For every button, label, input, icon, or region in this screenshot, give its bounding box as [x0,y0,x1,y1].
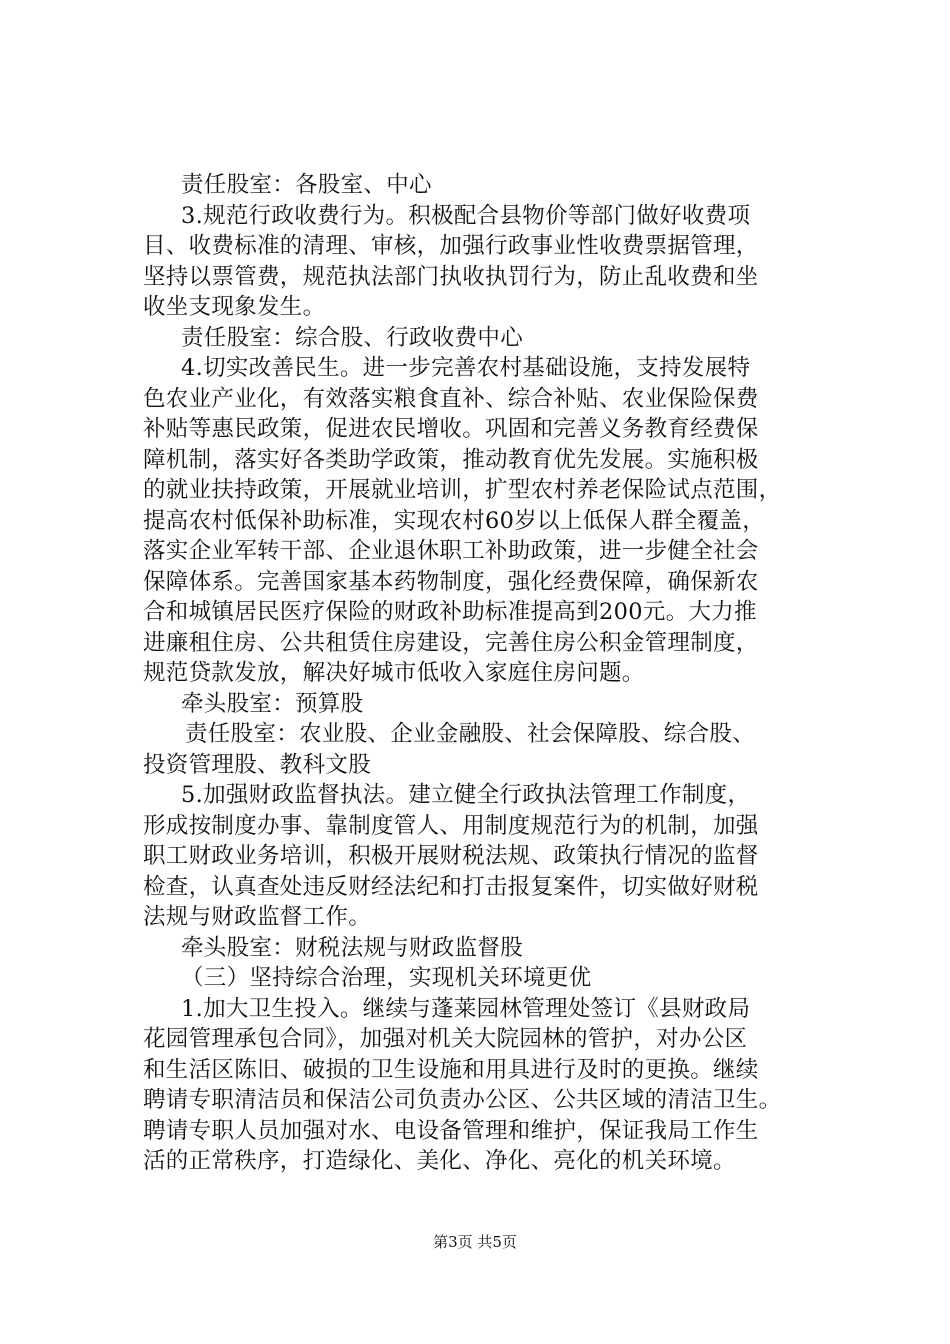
text-line: 的就业扶持政策，开展就业培训，扩型农村养老保险试点范围， [143,477,782,503]
text-line: 1.加大卫生投入。继续与蓬莱园林管理处签订《县财政局 [181,995,751,1022]
text-line: 牵头股室：财税法规与财政监督股 [181,934,524,961]
text-line: 5.加强财政监督执法。建立健全行政执法管理工作制度， [181,782,751,808]
text-line: 法规与财政监督工作。 [143,904,372,930]
text-line: 保障体系。完善国家基本药物制度，强化经费保障，确保新农 [143,568,759,595]
text-line: 投资管理股、教科文股 [143,751,372,778]
text-line: 落实企业军转干部、企业退休职工补助政策，进一步健全社会 [143,538,759,564]
text-line: 责任股室：综合股、行政收费中心 [181,324,524,351]
text-line: 色农业产业化，有效落实粮食直补、综合补贴、农业保险保费 [143,385,759,412]
text-line: 3.规范行政收费行为。积极配合县物价等部门做好收费项 [181,202,751,229]
text-line: 收坐支现象发生。 [143,294,326,320]
page-footer: 第3页 共5页 [433,1233,517,1251]
text-line: 聘请专职清洁员和保洁公司负责办公区、公共区域的清洁卫生。 [143,1087,782,1113]
text-line: 牵头股室：预算股 [181,690,364,717]
document-body [143,170,843,1177]
text-line: 责任股室：各股室、中心 [181,172,432,198]
text-line: 花园管理承包合同》，加强对机关大院园林的管护，对办公区 [143,1026,748,1052]
text-line: 检查，认真查处违反财经法纪和打击报复案件，切实做好财税 [143,873,759,900]
text-line: 障机制，落实好各类助学政策，推动教育优先发展。实施积极 [143,446,759,473]
text-line: 聘请专职人员加强对水、电设备管理和维护，保证我局工作生 [143,1117,759,1144]
text-line: 合和城镇居民医疗保险的财政补助标准提高到200元。大力推 [143,599,757,625]
text-line: 提高农村低保补助标准，实现农村60岁以上低保人群全覆盖， [143,507,766,534]
text-line: 责任股室：农业股、企业金融股、社会保障股、综合股、 [185,721,756,747]
text-line: 职工财政业务培训，积极开展财税法规、政策执行情况的监督 [143,843,759,869]
text-line: 和生活区陈旧、破损的卫生设施和用具进行及时的更换。继续 [143,1056,759,1083]
text-line: 形成按制度办事、靠制度管人、用制度规范行为的机制，加强 [143,812,759,839]
text-line: 目、收费标准的清理、审核，加强行政事业性收费票据管理， [143,233,759,259]
text-line: 补贴等惠民政策，促进农民增收。巩固和完善义务教育经费保 [143,416,759,442]
text-line: 活的正常秩序，打造绿化、美化、净化、亮化的机关环境。 [143,1148,736,1174]
text-line: 进廉租住房、公共租赁住房建设，完善住房公积金管理制度， [143,629,759,656]
text-line: 规范贷款发放，解决好城市低收入家庭住房问题。 [143,660,645,686]
text-line: （三）坚持综合治理，实现机关环境更优 [181,965,592,991]
text-line: 4.切实改善民生。进一步完善农村基础设施，支持发展特 [181,355,751,381]
text-line: 坚持以票管费，规范执法部门执收执罚行为，防止乱收费和坐 [143,263,759,290]
